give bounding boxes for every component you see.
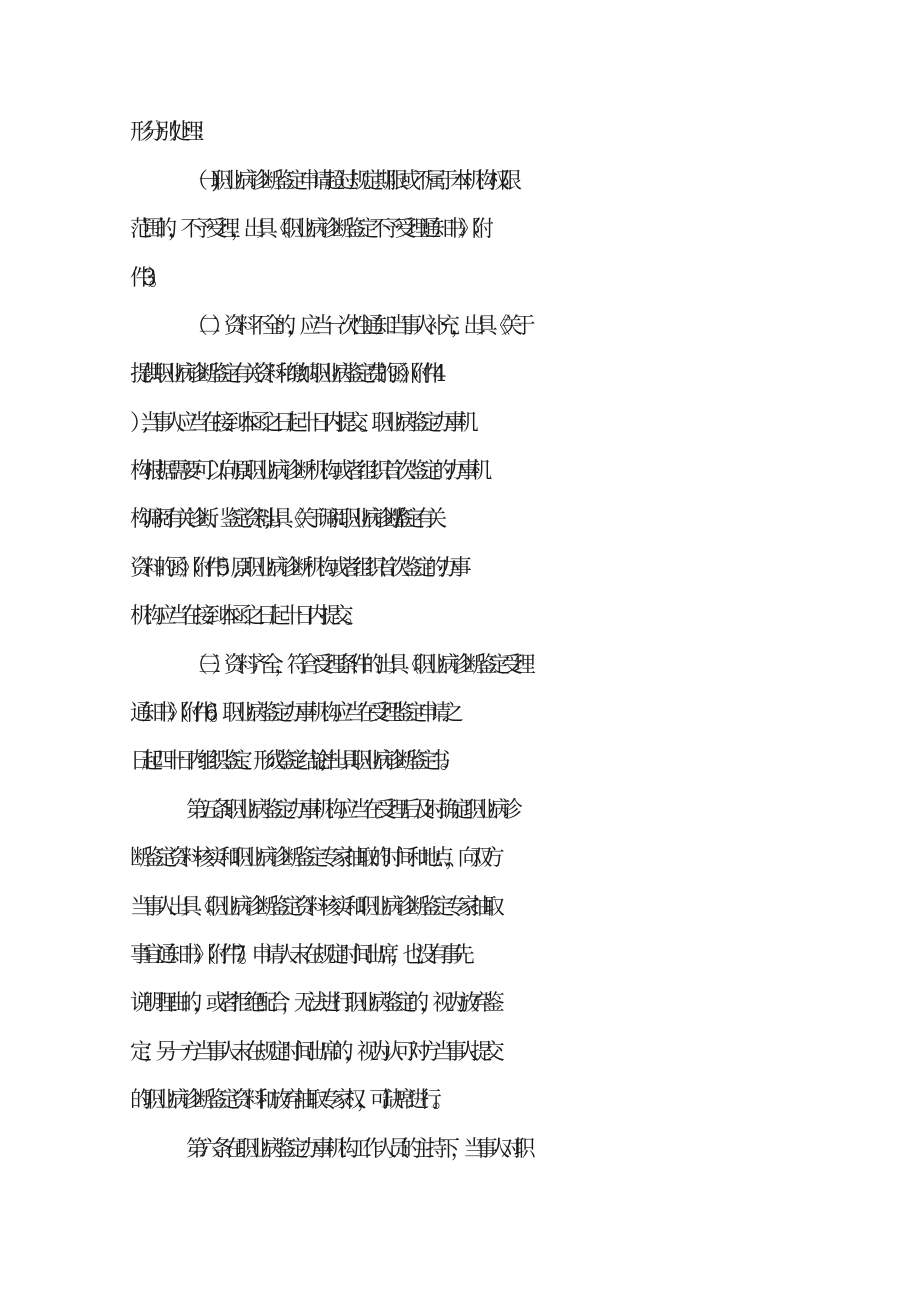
- text-line: 提供职业病诊断鉴定有关资料和缴纳职业病鉴定费的函》（附件4: [130, 362, 436, 387]
- text-line: ）,当事人应当在接到本函之日起十日内提交。职业病鉴定办事机: [130, 411, 469, 436]
- text-line: 当事人出具《职业病诊断鉴定资料核实和职业病诊断鉴定专家抽取: [130, 895, 496, 920]
- text-line: 资料的函》（附件5）,原职业病诊断机构或者组织首次鉴定的办事: [130, 556, 462, 581]
- text-line: 机构应当在接到本函之日起十日内提交。: [130, 604, 357, 629]
- text-line: （一)职业病诊断鉴定申请超过规定期限或不属于本机构权限: [186, 169, 513, 194]
- text-line: 第六条在职业病鉴定办事机构工作人员的主持下，当事人对职: [186, 1137, 527, 1162]
- text-line: 事宜通知书》（附件7）。申请人未在规定时间出席，也没有事先: [130, 943, 466, 968]
- text-line: 断鉴定资料核实和职业病诊断鉴定专家抽取的时间和地点，向双方: [130, 846, 496, 871]
- text-line: 构根据需要可以向原职业病诊断机构或者组织首次鉴定的办事机: [130, 459, 483, 484]
- text-line: 构调阅有关诊断、鉴定资料,出具《关于调阅职业病诊断/鉴定有关: [130, 507, 437, 532]
- text-line: 定；另一方当事人未在规定时间出席的，视为认可对方当事人提交: [130, 1040, 496, 1065]
- text-line: 说明理由的，或者拒绝配合，无法进行职业病鉴定的，视为放弃鉴: [130, 991, 496, 1016]
- text-line: 范围的，不予受理，出具《职业病诊断鉴定不予受理通知书》（附: [130, 217, 485, 242]
- text-line: （二）资料不全的，应当一次性通知当事人补充，出具《关于: [186, 314, 527, 339]
- text-line: 日起四十日内组织鉴定、形成鉴定结论,并出具职业病诊断鉴定书。: [130, 749, 451, 774]
- text-line: （三）资料齐全，符合受理条件的出具《职业病诊断鉴定受理: [186, 653, 527, 678]
- text-line: 的职业病诊断鉴定资料和放弃抽取专家权，可缺席进行。: [130, 1088, 446, 1113]
- text-line: 通知书》（附件6）。职业病鉴定办事机构应当在受理鉴定申请之: [130, 701, 454, 726]
- text-line: 第五条职业病鉴定办事机构应当在受理后及时确定职业病诊: [186, 798, 514, 823]
- text-line: 形分别处理：: [130, 120, 209, 145]
- text-line: 件3）。: [130, 266, 162, 291]
